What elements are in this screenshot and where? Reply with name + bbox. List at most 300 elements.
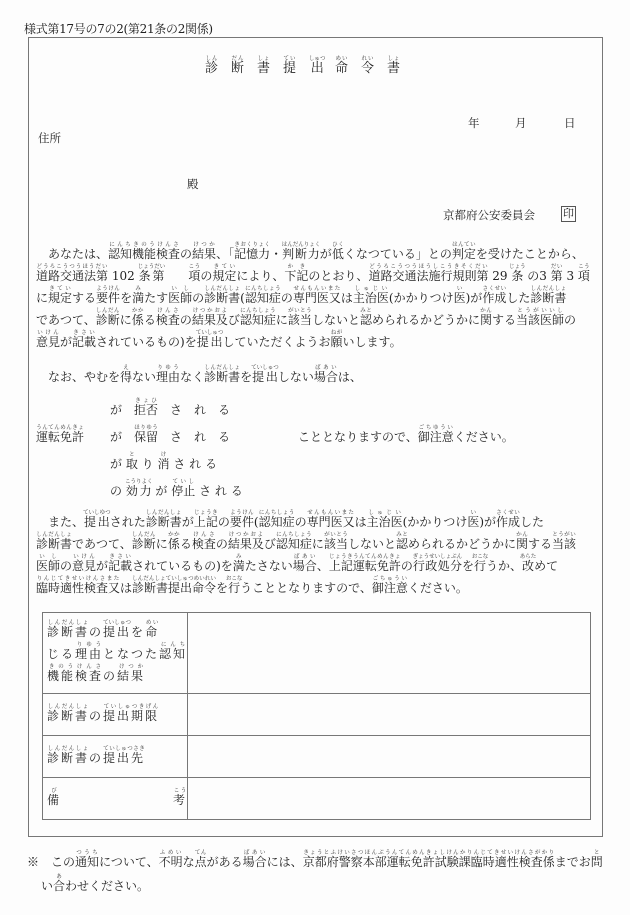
label-reason bbox=[43, 613, 188, 694]
furigana: しゅじい bbox=[352, 286, 389, 292]
text-run: ない bbox=[132, 370, 157, 384]
furigana: ていしゅつさき bbox=[103, 745, 146, 752]
text-run: ( bbox=[240, 291, 245, 305]
furigana: ていしゅつ bbox=[251, 365, 279, 371]
ruby-word: 断だん bbox=[231, 56, 245, 76]
title-char bbox=[231, 56, 257, 76]
ruby-word: 意見いけん bbox=[72, 554, 97, 573]
ruby-word: 提出ていしゅつ bbox=[195, 330, 224, 349]
ruby-word: 主治医しゅじい bbox=[352, 286, 389, 305]
ruby-word: 主治医しゅじい bbox=[366, 510, 403, 529]
furigana: けんさ bbox=[155, 308, 180, 314]
furigana: じょうだい bbox=[137, 264, 166, 270]
address-label: 住所 bbox=[38, 131, 61, 145]
furigana: しょ bbox=[257, 56, 271, 62]
ruby-word: 上記じょうき bbox=[193, 510, 218, 529]
text-run: うか、 bbox=[486, 559, 523, 573]
text-run: に bbox=[119, 313, 132, 327]
furigana: せんもんいまた bbox=[306, 510, 355, 516]
text-run: の bbox=[564, 313, 577, 327]
furigana: さくせい bbox=[496, 510, 521, 516]
furigana: おこな bbox=[471, 554, 489, 560]
ruby-word: 作成さくせい bbox=[496, 510, 521, 529]
ruby-word: 改あらた bbox=[519, 554, 537, 573]
text-run: び bbox=[263, 537, 276, 551]
text-run: り bbox=[137, 457, 158, 471]
ruby-word: 拒否きょひ bbox=[134, 398, 159, 417]
label-line bbox=[47, 704, 187, 726]
furigana: きょうとふけいさつほんぶうんてんめんきょしけんかりんじてきせいけんさがかり bbox=[302, 850, 555, 856]
ruby-word: 行政処分ぎょうせいしょぶん bbox=[412, 554, 463, 573]
text-run: の bbox=[215, 537, 228, 551]
text-run: めて bbox=[534, 559, 559, 573]
furigana: しゅつ bbox=[309, 56, 326, 62]
furigana: かき bbox=[284, 264, 309, 270]
title-char bbox=[309, 56, 335, 76]
ruby-word: 判断力はんだんりょく bbox=[281, 242, 321, 261]
document-title bbox=[205, 56, 413, 76]
ruby-word: 得え bbox=[120, 365, 133, 384]
furigana: ていしゅつ bbox=[103, 620, 132, 626]
ruby-word: 診断書しんだんしょ bbox=[204, 365, 241, 384]
text-run: こととなりますので、 bbox=[298, 430, 418, 444]
ruby-word: 取と bbox=[125, 452, 138, 471]
text-run: い bbox=[41, 879, 54, 893]
ruby-word: 機能検査きのうけんさ bbox=[47, 664, 104, 683]
text-run: な bbox=[182, 855, 195, 869]
text-run: する bbox=[528, 537, 553, 551]
furigana: いけん bbox=[72, 554, 97, 560]
text-run: した bbox=[506, 291, 531, 305]
text-run: び bbox=[227, 313, 240, 327]
ruby-word: 条第じょうだい bbox=[137, 264, 166, 283]
value-deadline[interactable] bbox=[188, 694, 591, 736]
ruby-word: 御注意ごちゆうい bbox=[417, 425, 454, 444]
furigana: あ bbox=[53, 874, 66, 880]
ruby-word: 保留ほりゆう bbox=[134, 425, 159, 444]
ruby-word: 診断書しんだんしょ bbox=[47, 703, 90, 723]
furigana: かか bbox=[167, 532, 180, 538]
ruby-word: 書しょ bbox=[387, 56, 401, 76]
text-run: 3 bbox=[562, 269, 578, 283]
text-run: の bbox=[89, 750, 104, 765]
ruby-word: 合あ bbox=[53, 874, 66, 893]
paragraph-request bbox=[36, 242, 600, 352]
text-run: の bbox=[294, 515, 307, 529]
furigana: だん bbox=[231, 56, 245, 62]
paragraph-line bbox=[36, 532, 600, 554]
furigana: ほりゆう bbox=[134, 425, 159, 431]
furigana: しんだん bbox=[95, 308, 120, 314]
text-run: は bbox=[354, 515, 367, 529]
ruby-word: 書しょ bbox=[257, 56, 271, 76]
text-run: がある bbox=[206, 855, 243, 869]
paragraph-notice bbox=[36, 510, 600, 598]
furigana: みと bbox=[359, 308, 372, 314]
furigana: みと bbox=[395, 532, 408, 538]
title-char bbox=[335, 56, 361, 76]
ruby-word: 規定きてい bbox=[48, 286, 73, 305]
text-run: を bbox=[120, 291, 133, 305]
ruby-word: 臨時適性検査又りんじてきせいけんさまた bbox=[36, 576, 121, 595]
text-run: たさない bbox=[244, 559, 293, 573]
text-run: められるかどうかに bbox=[407, 537, 516, 551]
ruby-word: 要件ようけん bbox=[96, 286, 121, 305]
ruby-word: 提出先ていしゅつさき bbox=[103, 745, 146, 765]
furigana: ばあい bbox=[242, 850, 267, 856]
furigana: しゅじい bbox=[366, 510, 403, 516]
furigana: けつかおよ bbox=[191, 308, 228, 314]
ruby-word: 運転免許うんてんめんきょ bbox=[36, 425, 85, 444]
furigana: きさい bbox=[108, 554, 133, 560]
ruby-word: 下記かき bbox=[284, 264, 309, 283]
ruby-word: 該当がいとう bbox=[323, 532, 348, 551]
ruby-word: 効力こうりよく bbox=[124, 479, 153, 498]
paragraph-line bbox=[36, 554, 600, 576]
ruby-word: 医い bbox=[467, 510, 480, 529]
ruby-word: 該当がいとう bbox=[287, 308, 312, 327]
sanction-item-suspension bbox=[110, 425, 230, 445]
text-run: さ れ る bbox=[195, 484, 243, 498]
title-char bbox=[387, 56, 413, 76]
ruby-word: 理由りゆう bbox=[75, 642, 104, 661]
ruby-word: 願ねが bbox=[330, 330, 343, 349]
text-run: わせください。 bbox=[65, 879, 150, 893]
sanction-subject bbox=[36, 425, 84, 445]
text-run: が bbox=[151, 484, 172, 498]
text-run: は、 bbox=[337, 370, 362, 384]
ruby-word: 診断書しんだんしょ bbox=[47, 745, 90, 765]
ruby-word: 診断書しんだんしょ bbox=[36, 532, 73, 551]
text-run: が bbox=[110, 403, 135, 417]
table-row-destination bbox=[43, 736, 591, 778]
furigana: ごちゆうい bbox=[417, 425, 454, 431]
ruby-word: 認知症にんちしょう bbox=[258, 510, 295, 529]
furigana: しんだんしょ bbox=[530, 286, 567, 292]
furigana: どうろこうつうほうしこうきそくだい bbox=[368, 264, 489, 270]
details-table bbox=[42, 612, 591, 820]
furigana: ようけん bbox=[96, 286, 121, 292]
text-run: となつた bbox=[103, 647, 160, 661]
text-run: の bbox=[110, 484, 126, 498]
furigana: きおくりょく bbox=[234, 242, 271, 248]
text-run: が bbox=[60, 335, 73, 349]
text-run: する bbox=[492, 313, 517, 327]
footnote-line bbox=[27, 874, 607, 898]
text-run: の bbox=[217, 515, 230, 529]
furigana: え bbox=[120, 365, 133, 371]
furigana: おこな bbox=[225, 576, 243, 582]
ruby-word: 関かん bbox=[516, 532, 529, 551]
sanction-tail bbox=[298, 425, 514, 445]
ruby-word: 上記運転免許じょうきうんてんめんきょ bbox=[328, 554, 401, 573]
text-run: ・ bbox=[270, 247, 283, 261]
furigana: じょうき bbox=[193, 510, 218, 516]
text-run: なく bbox=[180, 370, 205, 384]
furigana: めい bbox=[335, 56, 349, 62]
text-run: に bbox=[155, 537, 168, 551]
furigana: しんだんしょ bbox=[36, 532, 73, 538]
ruby-word: 診断書しんだんしょ bbox=[204, 286, 241, 305]
furigana: しんだんしょ bbox=[47, 703, 90, 710]
ruby-word: 認知にんち bbox=[159, 642, 188, 661]
text-run bbox=[164, 269, 188, 283]
text-run: を受けたことから、 bbox=[475, 247, 584, 261]
text-run: しないと bbox=[347, 537, 396, 551]
furigana: こう bbox=[188, 264, 201, 270]
furigana: がいとう bbox=[323, 532, 348, 538]
text-run: ください。 bbox=[453, 430, 514, 444]
furigana: にんちしょう bbox=[244, 286, 281, 292]
text-run: 、 bbox=[316, 559, 329, 573]
footnote-mark: ※ bbox=[27, 855, 40, 869]
paragraph-warning bbox=[36, 365, 600, 387]
text-run: る bbox=[143, 313, 156, 327]
text-run: くなつている」との bbox=[343, 247, 452, 261]
ruby-word: 結果けつか bbox=[192, 242, 217, 261]
ruby-word: 場合ばあい bbox=[242, 850, 267, 869]
footnote bbox=[27, 850, 607, 898]
paragraph-line bbox=[36, 242, 600, 264]
text-run: が bbox=[110, 457, 126, 471]
text-run: (かかりつけ bbox=[402, 515, 468, 529]
title-char bbox=[205, 56, 231, 76]
furigana: こうりよく bbox=[124, 479, 153, 485]
text-run: さ れ る bbox=[158, 430, 231, 444]
ruby-word: 京都府警察本部運転免許試験課臨時適性検査係きょうとふけいさつほんぶうんてんめんきょしけんかりんじてきせいけんさがかり bbox=[302, 850, 555, 869]
furigana: にんちしょう bbox=[275, 532, 312, 538]
text-run: 29 bbox=[488, 269, 512, 283]
furigana: しょ bbox=[387, 56, 401, 62]
ruby-word: 認知症にんちしょう bbox=[275, 532, 312, 551]
furigana: りゆう bbox=[75, 642, 104, 648]
footnote-line bbox=[27, 850, 607, 874]
furigana: さくせい bbox=[482, 286, 507, 292]
ruby-word: 理由りゆう bbox=[156, 365, 181, 384]
furigana: りんじてきせいけんさまた bbox=[36, 576, 121, 582]
furigana: しんだんしょ bbox=[204, 365, 241, 371]
furigana: きてい bbox=[212, 264, 237, 270]
ruby-word: 記載きさい bbox=[72, 330, 97, 349]
text-run: に bbox=[275, 313, 288, 327]
furigana: しんだんしょ bbox=[204, 286, 241, 292]
ruby-word: 行おこな bbox=[471, 554, 489, 573]
text-run: )が bbox=[479, 515, 497, 529]
furigana: み bbox=[132, 286, 145, 292]
furigana: しんだんしょていしゅつめいれい bbox=[132, 576, 217, 582]
date-day-label: 日 bbox=[564, 116, 576, 130]
ruby-word: 当該とうがい bbox=[552, 532, 577, 551]
ruby-word: 通知つうち bbox=[75, 850, 100, 869]
furigana: てい bbox=[283, 56, 297, 62]
furigana: めい bbox=[145, 620, 160, 626]
furigana: けんさ bbox=[191, 532, 216, 538]
text-run: あなたは、 bbox=[48, 247, 109, 261]
sanction-item-refusal bbox=[110, 398, 230, 418]
furigana: ていしゅつきげん bbox=[103, 703, 160, 710]
text-run: の bbox=[400, 559, 413, 573]
text-run: を bbox=[216, 581, 229, 595]
furigana: せんもんいまた bbox=[292, 286, 341, 292]
furigana: しんだんしょ bbox=[47, 745, 90, 752]
furigana: い bbox=[453, 286, 466, 292]
furigana: つうち bbox=[75, 850, 100, 856]
text-run: 、「 bbox=[216, 247, 235, 261]
ruby-word: 作成さくせい bbox=[482, 286, 507, 305]
table-row-reason bbox=[43, 613, 591, 694]
text-run: した bbox=[520, 515, 545, 529]
ruby-word: 出しゅつ bbox=[309, 56, 326, 76]
text-run: められるかどうかに bbox=[371, 313, 480, 327]
text-run: を bbox=[240, 370, 253, 384]
text-run: いします。 bbox=[342, 335, 402, 349]
text-run: に bbox=[311, 537, 324, 551]
furigana: はんてい bbox=[451, 242, 476, 248]
ruby-word: 結果及けつかおよ bbox=[191, 308, 228, 327]
text-run: の bbox=[200, 269, 213, 283]
ruby-word: 道路交通法施行規則第どうろこうつうほうしこうきそくだい bbox=[368, 264, 489, 283]
text-run: であつて、 bbox=[72, 537, 132, 551]
ruby-word: 提出ていしゅつ bbox=[251, 365, 279, 384]
furigana: けつか bbox=[117, 664, 146, 670]
ruby-word: 場合ばあい bbox=[313, 365, 338, 384]
furigana: きのうけんさ bbox=[47, 664, 103, 670]
furigana: いし bbox=[168, 286, 193, 292]
furigana: じょうきうんてんめんきょ bbox=[328, 554, 401, 560]
furigana: どうろこうつうほうだい bbox=[36, 264, 109, 270]
paragraph-line bbox=[36, 264, 600, 286]
furigana: ごちゅうい bbox=[371, 576, 408, 582]
text-run: は bbox=[340, 291, 353, 305]
furigana: しんだんしょ bbox=[47, 620, 90, 626]
text-run: について、 bbox=[99, 855, 159, 869]
text-run: を bbox=[462, 559, 475, 573]
ruby-word: 判定はんてい bbox=[451, 242, 476, 261]
text-run: する bbox=[72, 291, 97, 305]
label-deadline bbox=[43, 694, 188, 736]
furigana: ようけん bbox=[229, 510, 254, 516]
text-run: うこととなりますので、 bbox=[240, 581, 372, 595]
furigana: び bbox=[47, 787, 62, 794]
ruby-word: 規定きてい bbox=[212, 264, 237, 283]
ruby-word: 専門医又せんもんいまた bbox=[306, 510, 355, 529]
furigana: いし bbox=[36, 554, 61, 560]
furigana: けつか bbox=[192, 242, 217, 248]
text-run: この bbox=[51, 855, 76, 869]
ruby-word: 項こう bbox=[188, 264, 201, 283]
paragraph-line bbox=[36, 365, 600, 387]
ruby-word: 認知機能検査にんちきのうけんさ bbox=[108, 242, 181, 261]
furigana: ひく bbox=[331, 242, 344, 248]
furigana: はんだんりょく bbox=[281, 242, 321, 248]
ruby-word: 提出ていしゆつ bbox=[83, 510, 111, 529]
ruby-word: 低ひく bbox=[331, 242, 344, 261]
label-destination bbox=[43, 736, 188, 778]
ruby-word: 結果けつか bbox=[117, 664, 146, 683]
paragraph-line bbox=[36, 576, 600, 598]
ruby-word: 結果及けつかおよ bbox=[227, 532, 264, 551]
text-run: )が bbox=[465, 291, 483, 305]
ruby-word: 第だい bbox=[550, 264, 563, 283]
furigana: ばあい bbox=[292, 554, 317, 560]
ruby-word: 行おこな bbox=[225, 576, 243, 595]
text-run: が bbox=[319, 247, 332, 261]
label-line bbox=[47, 620, 187, 642]
furigana: しんだん bbox=[131, 532, 156, 538]
text-run: を bbox=[131, 625, 146, 639]
text-run: までお bbox=[554, 855, 591, 869]
text-run: であつて、 bbox=[36, 313, 96, 327]
ruby-word: 令れい bbox=[361, 56, 375, 76]
sanction-item-stop bbox=[110, 479, 243, 499]
label-line bbox=[47, 642, 187, 664]
furigana: しんだんしょ bbox=[145, 510, 182, 516]
furigana: じょう bbox=[509, 264, 526, 270]
value-reason[interactable] bbox=[188, 613, 591, 694]
furigana: と bbox=[125, 452, 138, 458]
furigana: にんち bbox=[159, 642, 188, 648]
ruby-word: 医師いし bbox=[36, 554, 61, 573]
ruby-word: 診断書しんだんしょ bbox=[47, 620, 90, 639]
ruby-word: 認みと bbox=[395, 532, 408, 551]
label-line bbox=[47, 746, 187, 768]
title-char bbox=[361, 56, 387, 76]
ruby-word: 診しん bbox=[205, 56, 219, 76]
ruby-word: 満み bbox=[232, 554, 245, 573]
text-run: る bbox=[179, 537, 192, 551]
text-run: が bbox=[181, 515, 194, 529]
value-destination[interactable] bbox=[188, 736, 591, 778]
text-run: が bbox=[110, 430, 135, 444]
furigana: け bbox=[157, 452, 170, 458]
value-remarks[interactable] bbox=[188, 778, 591, 820]
text-run: により、 bbox=[236, 269, 285, 283]
ruby-word: 考こう bbox=[173, 787, 188, 807]
label-line bbox=[47, 788, 187, 810]
text-run: たす bbox=[144, 291, 169, 305]
ruby-word: 項こう bbox=[577, 264, 590, 283]
ruby-word: 係かか bbox=[131, 308, 144, 327]
text-run: の bbox=[179, 313, 192, 327]
sanction-item-revocation bbox=[110, 452, 217, 472]
text-run: ください。 bbox=[407, 581, 468, 595]
text-run: の bbox=[280, 291, 293, 305]
title-char bbox=[257, 56, 283, 76]
table-row-remarks bbox=[43, 778, 591, 820]
text-run: さ れ る bbox=[158, 403, 231, 417]
text-run: の bbox=[192, 291, 205, 305]
ruby-word: 診断しんだん bbox=[95, 308, 120, 327]
furigana: い bbox=[467, 510, 480, 516]
ruby-word: 認みと bbox=[359, 308, 372, 327]
furigana: かん bbox=[516, 532, 529, 538]
text-run: さ れ る bbox=[169, 457, 217, 471]
ruby-word: 提てい bbox=[283, 56, 297, 76]
furigana: にんちきのうけんさ bbox=[108, 242, 181, 248]
furigana: ねが bbox=[330, 330, 343, 336]
text-run: していただくようお bbox=[222, 335, 331, 349]
table-row-deadline bbox=[43, 694, 591, 736]
ruby-word: 診断しんだん bbox=[131, 532, 156, 551]
ruby-word: 診断書提出命令しんだんしょていしゅつめいれい bbox=[132, 576, 217, 595]
furigana: とうがいいし bbox=[516, 308, 565, 314]
ruby-word: 係かか bbox=[167, 532, 180, 551]
furigana: かん bbox=[479, 308, 492, 314]
ruby-word: 提出期限ていしゅつきげん bbox=[103, 703, 160, 723]
furigana: ていしゆつ bbox=[83, 510, 111, 516]
ruby-word: 備び bbox=[47, 787, 62, 807]
ruby-word: 診断書しんだんしょ bbox=[145, 510, 182, 529]
